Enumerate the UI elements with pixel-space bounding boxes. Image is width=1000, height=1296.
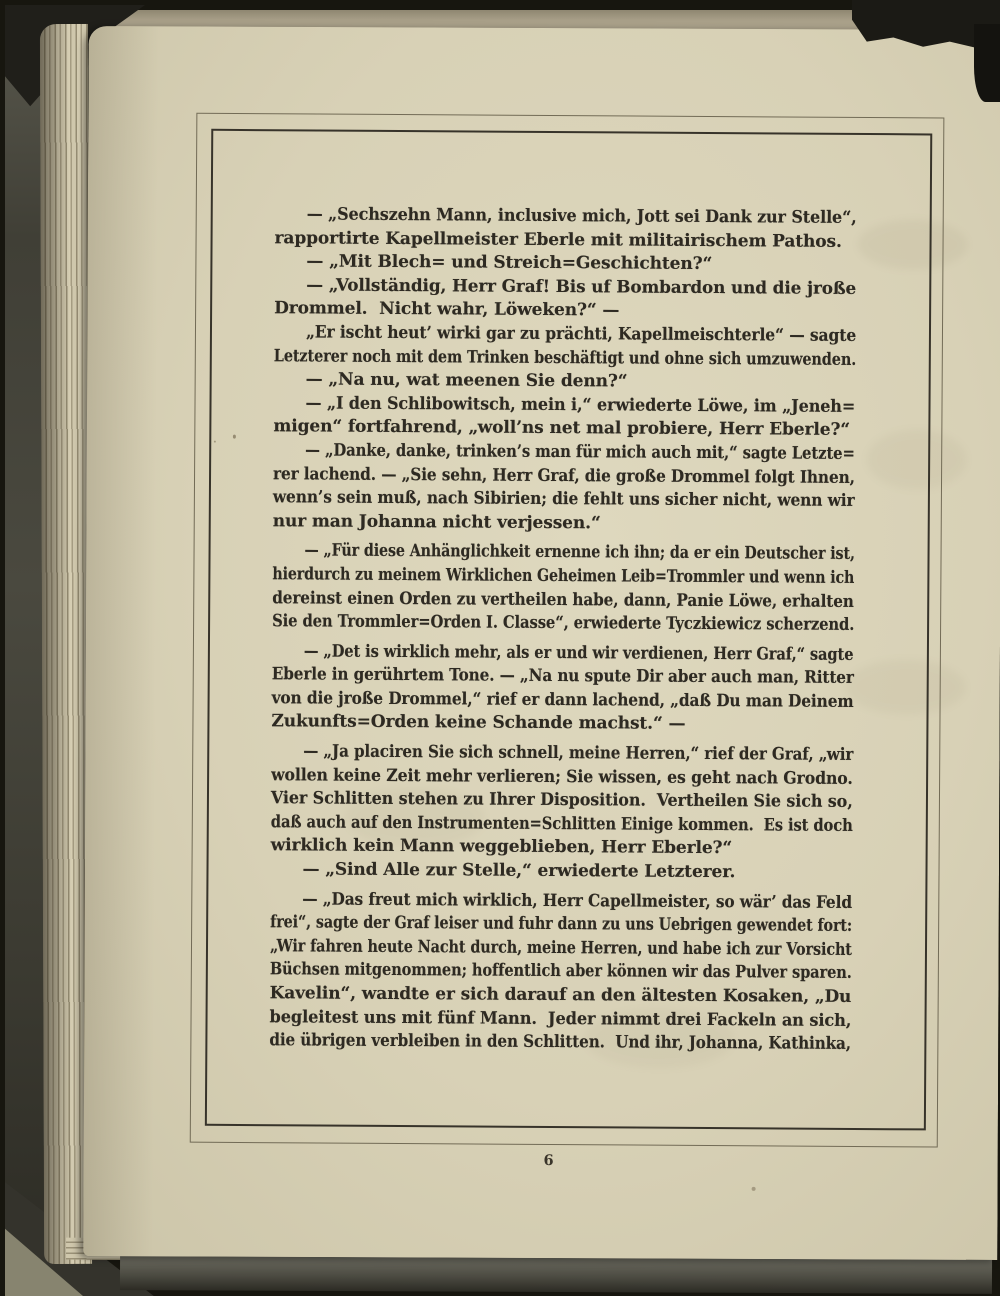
text-line-content: — „Danke, danke, trinken’s man für mich auch mit,“ sagte Letzte= [305, 440, 855, 464]
text-line-content: Sie den Trommler=Orden I. Classe“, erwiederte Tyczkiewicz scherzend. [272, 611, 855, 636]
page-number: 6 [543, 1151, 554, 1170]
text-line [271, 811, 853, 838]
paragraph [272, 540, 855, 638]
text-line-content: Büchsen mitgenommen; hoffentlich aber können wir das Pulver sparen. [269, 959, 852, 984]
text-line-content: Letzterer noch mit dem Trinken beschäftigt und ohne sich umzuwenden. [273, 345, 857, 370]
text-line-content: Drommel. Nicht wahr, Löweken?“ — [274, 298, 620, 321]
paragraph [271, 640, 854, 738]
paragraph [269, 888, 852, 1057]
text-line-content: die übrigen verbleiben in den Schlitten. Und ihr, Johanna, Kathinka, [269, 1030, 852, 1055]
text-line-content: — „Sechszehn Mann, inclusive mich, Jott sei Dank zur Stelle“, [306, 204, 857, 228]
text-line-content: — „Sind Alle zur Stelle,“ erwiederte Letzterer. [302, 859, 736, 883]
paragraph [270, 858, 852, 885]
text-line-content: dereinst einen Orden zu vertheilen habe, dann, Panie Löwe, erhalten [272, 587, 854, 612]
paragraph [275, 203, 857, 254]
text-line [275, 203, 857, 230]
text-line [273, 392, 855, 419]
text-line-content: begleitest uns mit fünf Mann. Jeder nimmt drei Fackeln an sich, [269, 1006, 852, 1031]
text-line-content: Vier Schlitten stehen zu Ihrer Disposition. Vertheilen Sie sich so, [270, 788, 853, 813]
text-line [273, 486, 855, 513]
paragraph [273, 392, 855, 443]
text-line-content: nur man Johanna nicht verjessen.“ [272, 510, 601, 534]
text-line-content: — „Das freut mich wirklich, Herr Capellmeister, so wär’ das Feld [302, 889, 853, 913]
text-line [272, 610, 854, 637]
text-line-content: wirklich kein Mann weggeblieben, Herr Eberle?“ [270, 835, 733, 859]
text-line-content: Kavelin“, wandte er sich darauf an den ältesten Kosaken, „Du [269, 983, 852, 1007]
text-line-content: wenn’s sein muß, nach Sibirien; die fehlt uns sicher nicht, wenn wir [272, 487, 855, 512]
text-line [270, 858, 852, 885]
paragraph [273, 439, 856, 537]
page-border-outer [190, 113, 945, 1170]
book-cover-bottom-edge [120, 1256, 992, 1294]
text-line-content: — „Für diese Anhänglichkeit ernenne ich ihn; da er ein Deutscher ist, [304, 540, 855, 565]
text-line [273, 510, 855, 537]
text-line [269, 1029, 851, 1056]
paragraph [274, 321, 856, 372]
text-line-content: „Er ischt heut’ wirki gar zu prächti, Kapellmeischterle“ — sagte [305, 322, 857, 346]
text-line-content: Eberle in gerührtem Tone. — „Na nu spute Dir aber auch man, Ritter [271, 664, 854, 689]
text-line-content: „Wir fahren heute Nacht durch, meine Herren, und habe ich zur Vorsicht [269, 936, 852, 960]
text-line-content: — „Ja placiren Sie sich schnell, meine Herren,“ rief der Graf, „wir [303, 741, 854, 766]
text-line-content: von die jroße Drommel,“ rief er dann lachend, „daß Du man Deinem [271, 688, 854, 712]
book-page [83, 26, 1000, 1260]
text-line-content: — „Det is wirklich mehr, als er und wir verdienen, Herr Graf,“ sagte [303, 641, 854, 665]
text-line-content: — „Vollständig, Herr Graf! Bis uf Bombardon und die jroße [306, 275, 857, 299]
text-line-content: rer lachend. — „Sie sehn, Herr Graf, die große Drommel folgt Ihnen, [272, 463, 855, 488]
text-line-content: rapportirte Kapellmeister Eberle mit militairischem Pathos. [274, 227, 842, 252]
text-line [274, 345, 856, 372]
ink-speck [752, 1187, 756, 1191]
text-line [272, 687, 854, 714]
text-line-content: migen“ fortfahrend, „woll’ns net mal probiere, Herr Eberle?“ [273, 416, 851, 441]
text-line-content: wollen keine Zeit mehr verlieren; Sie wissen, es geht nach Grodno. [271, 764, 853, 789]
text-line-content: hierdurch zu meinem Wirklichen Geheimen Leib=Trommler und wenn ich [272, 564, 855, 588]
text-line-content: frei“, sagte der Graf leiser und fuhr dann zu uns Uebrigen gewendet fort: [270, 912, 853, 937]
text-line-content: daß auch auf den Instrumenten=Schlitten Einige kommen. Es ist doch [270, 812, 853, 836]
paragraph [271, 740, 854, 862]
text-line-content: — „Na nu, wat meenen Sie denn?“ [305, 369, 628, 392]
paragraph [274, 274, 856, 325]
text-block [269, 203, 856, 1057]
text-line-content: Zukunfts=Orden keine Schande machst.“ — [271, 711, 686, 735]
text-line-content: — „Mit Blech= und Streich=Geschichten?“ [306, 251, 713, 275]
text-line [274, 274, 856, 301]
scanner-background-right-blob [974, 24, 1000, 102]
text-line-content: — „I den Schlibowitsch, mein i,“ erwiederte Löwe, im „Jeneh= [305, 393, 856, 417]
text-line [271, 711, 853, 738]
